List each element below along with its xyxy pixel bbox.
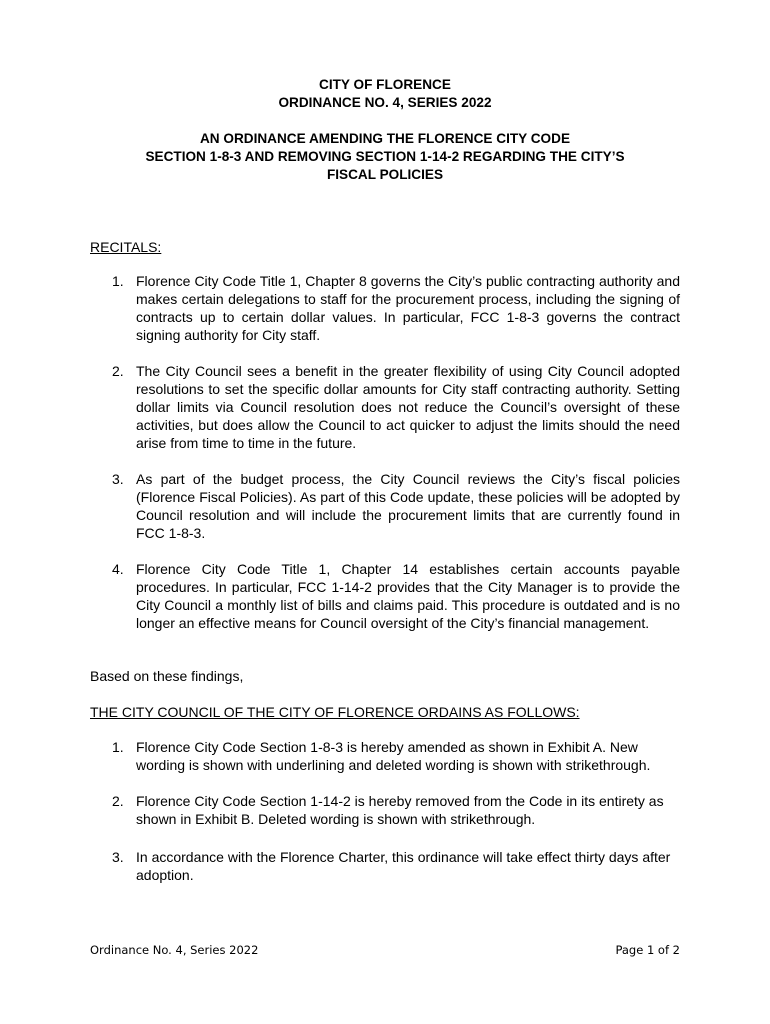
ordinance-item-number: 3.: [112, 849, 124, 865]
ordinance-item-number: 2.: [112, 793, 124, 809]
title-line-1: AN ORDINANCE AMENDING THE FLORENCE CITY CODE: [199, 131, 571, 146]
ordinance-item-text: Florence City Code Section 1-14-2 is hereby removed from the Code in its entirety as shown in Exhibit B. Deleted wording is shown with strikethrough.: [136, 793, 664, 827]
ordinance-item: [90, 792, 680, 828]
recital-number: 2.: [112, 363, 124, 379]
recital-text: The City Council sees a benefit in the greater flexibility of using City Council adopted resolutions to set the specific dollar amounts for City staff contracting authority. Setting dollar limits via Council resolution does not reduce the Council’s oversight of these activities, but does allow the Council to act quicker to adjust the limits should the need arise from time to time in the future.: [136, 363, 680, 451]
ordinance-item-number: 1.: [112, 739, 124, 755]
ordinance-item-text: In accordance with the Florence Charter, this ordinance will take effect thirty days after adoption.: [136, 849, 671, 883]
footer-document-label: Ordinance No. 4, Series 2022: [90, 943, 259, 957]
city-name: CITY OF FLORENCE: [319, 77, 451, 92]
ordinance-item: [90, 738, 680, 774]
recital-text: Florence City Code Title 1, Chapter 14 establishes certain accounts payable procedures. In particular, FCC 1-14-2 provides that the City Manager is to provide the City Council a monthly list of bills and claims paid. This procedure is outdated and is no longer an effective means for Council oversight of the City’s financial management.: [136, 561, 680, 631]
ordinance-number: ORDINANCE NO. 4, SERIES 2022: [278, 95, 492, 110]
recital-number: 1.: [112, 273, 124, 289]
ordinance-item: [90, 848, 680, 884]
recital-item: [90, 362, 680, 452]
recital-item: [90, 560, 680, 632]
recital-number: 4.: [112, 561, 124, 577]
recital-item: [90, 470, 680, 542]
ordinance-item-text: Florence City Code Section 1-8-3 is hereby amended as shown in Exhibit A. New wording is shown with underlining and deleted wording is shown with strikethrough.: [136, 739, 651, 773]
recital-text: As part of the budget process, the City Council reviews the City’s fiscal policies (Florence Fiscal Policies). As part of this Code update, these policies will be adopted by Council resolution and will include the procurement limits that are currently found in FCC 1-8-3.: [136, 471, 680, 541]
findings-text: Based on these findings,: [90, 668, 244, 684]
ordinance-title: [0, 130, 770, 184]
recitals-heading: RECITALS:: [90, 239, 162, 255]
title-line-2: SECTION 1-8-3 AND REMOVING SECTION 1-14-2 REGARDING THE CITY’S: [145, 149, 625, 164]
recital-number: 3.: [112, 471, 124, 487]
recital-item: [90, 272, 680, 344]
document-header: [0, 76, 770, 112]
recital-text: Florence City Code Title 1, Chapter 8 governs the City’s public contracting authority and makes certain delegations to staff for the procurement process, including the signing of contracts up to certain dollar values. In particular, FCC 1-8-3 governs the contract signing authority for City staff.: [136, 273, 680, 343]
title-line-3: FISCAL POLICIES: [326, 167, 444, 182]
ordains-heading: THE CITY COUNCIL OF THE CITY OF FLORENCE ORDAINS AS FOLLOWS:: [90, 704, 580, 720]
page-number: Page 1 of 2: [615, 943, 680, 957]
